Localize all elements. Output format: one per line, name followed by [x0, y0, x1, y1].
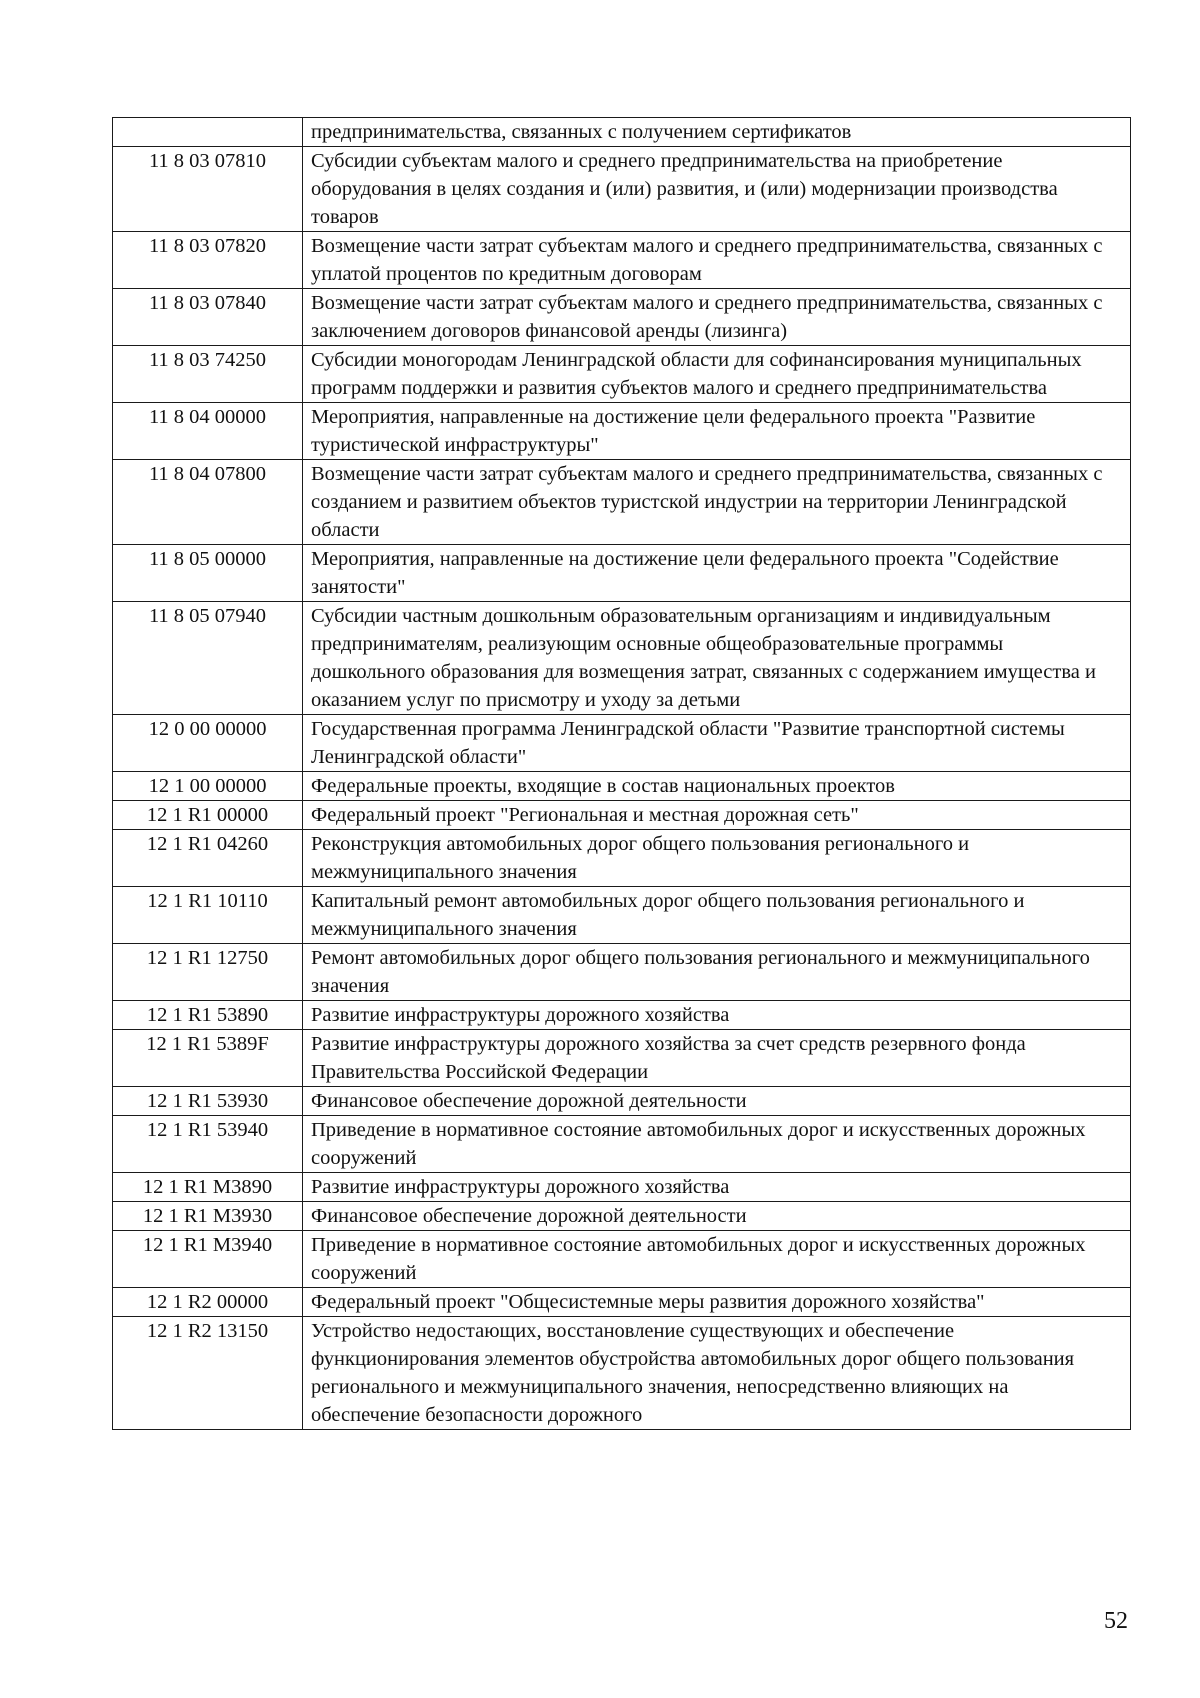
table-row [113, 118, 1131, 147]
table-row [113, 715, 1131, 772]
row-description: Развитие инфраструктуры дорожного хозяйства за счет средств резервного фонда Правительства Российской Федерации [303, 1030, 1131, 1087]
row-description: Возмещение части затрат субъектам малого и среднего предпринимательства, связанных с заключением договоров финансовой аренды (лизинга) [303, 289, 1131, 346]
table-row [113, 289, 1131, 346]
table-row [113, 1116, 1131, 1173]
table-row [113, 1288, 1131, 1317]
row-code: 11 8 03 07840 [113, 289, 303, 346]
row-description: Развитие инфраструктуры дорожного хозяйства [303, 1001, 1131, 1030]
row-code: 12 1 R1 04260 [113, 830, 303, 887]
row-description: Финансовое обеспечение дорожной деятельности [303, 1087, 1131, 1116]
row-description: предпринимательства, связанных с получением сертификатов [303, 118, 1131, 147]
table-row [113, 1087, 1131, 1116]
row-code: 12 1 R2 13150 [113, 1317, 303, 1430]
row-code: 12 1 R1 53890 [113, 1001, 303, 1030]
table-row [113, 1001, 1131, 1030]
row-code: 12 1 R1 5389F [113, 1030, 303, 1087]
table-row [113, 346, 1131, 403]
table-row [113, 1030, 1131, 1087]
row-code: 12 1 R1 53930 [113, 1087, 303, 1116]
row-description: Федеральный проект "Региональная и местная дорожная сеть" [303, 801, 1131, 830]
row-code: 11 8 03 07820 [113, 232, 303, 289]
row-code: 12 1 R1 53940 [113, 1116, 303, 1173]
row-description: Мероприятия, направленные на достижение цели федерального проекта "Содействие занятости" [303, 545, 1131, 602]
row-code: 11 8 03 07810 [113, 147, 303, 232]
table-row [113, 1317, 1131, 1430]
row-code: 12 0 00 00000 [113, 715, 303, 772]
row-description: Устройство недостающих, восстановление существующих и обеспечение функционирования элементов обустройства автомобильных дорог общего пользования регионального и межмуниципального значения, непосредственно влияющих на обеспечение безопасности дорожного [303, 1317, 1131, 1430]
row-code: 12 1 R1 M3890 [113, 1173, 303, 1202]
row-description: Возмещение части затрат субъектам малого и среднего предпринимательства, связанных с уплатой процентов по кредитным договорам [303, 232, 1131, 289]
table-row [113, 944, 1131, 1001]
row-description: Возмещение части затрат субъектам малого и среднего предпринимательства, связанных с созданием и развитием объектов туристской индустрии на территории Ленинградской области [303, 460, 1131, 545]
table-row [113, 830, 1131, 887]
row-description: Федеральный проект "Общесистемные меры развития дорожного хозяйства" [303, 1288, 1131, 1317]
row-code [113, 118, 303, 147]
row-code: 12 1 R1 10110 [113, 887, 303, 944]
row-code: 11 8 05 07940 [113, 602, 303, 715]
row-code: 11 8 04 00000 [113, 403, 303, 460]
table-row [113, 232, 1131, 289]
table-row [113, 147, 1131, 232]
row-description: Субсидии субъектам малого и среднего предпринимательства на приобретение оборудования в целях создания и (или) развития, и (или) модернизации производства товаров [303, 147, 1131, 232]
row-description: Субсидии частным дошкольным образовательным организациям и индивидуальным предпринимателям, реализующим основные общеобразовательные программы дошкольного образования для возмещения затрат, связанных с содержанием имущества и оказанием услуг по присмотру и уходу за детьми [303, 602, 1131, 715]
row-code: 11 8 04 07800 [113, 460, 303, 545]
row-description: Приведение в нормативное состояние автомобильных дорог и искусственных дорожных сооружений [303, 1116, 1131, 1173]
table-row [113, 602, 1131, 715]
table-row [113, 460, 1131, 545]
row-code: 12 1 R1 12750 [113, 944, 303, 1001]
row-description: Субсидии моногородам Ленинградской области для софинансирования муниципальных программ поддержки и развития субъектов малого и среднего предпринимательства [303, 346, 1131, 403]
budget-classification-table [112, 117, 1131, 1430]
row-code: 12 1 00 00000 [113, 772, 303, 801]
table-body [113, 118, 1131, 1430]
table-row [113, 801, 1131, 830]
row-code: 12 1 R2 00000 [113, 1288, 303, 1317]
row-code: 12 1 R1 M3940 [113, 1231, 303, 1288]
table-row [113, 887, 1131, 944]
row-description: Мероприятия, направленные на достижение цели федерального проекта "Развитие туристической инфраструктуры" [303, 403, 1131, 460]
table-row [113, 403, 1131, 460]
row-description: Финансовое обеспечение дорожной деятельности [303, 1202, 1131, 1231]
row-description: Ремонт автомобильных дорог общего пользования регионального и межмуниципального значения [303, 944, 1131, 1001]
table-row [113, 545, 1131, 602]
table-row [113, 1202, 1131, 1231]
page-number: 52 [1104, 1608, 1128, 1634]
row-description: Капитальный ремонт автомобильных дорог общего пользования регионального и межмуниципального значения [303, 887, 1131, 944]
table-row [113, 1173, 1131, 1202]
row-code: 12 1 R1 00000 [113, 801, 303, 830]
table-row [113, 772, 1131, 801]
row-code: 11 8 05 00000 [113, 545, 303, 602]
row-description: Федеральные проекты, входящие в состав национальных проектов [303, 772, 1131, 801]
row-description: Развитие инфраструктуры дорожного хозяйства [303, 1173, 1131, 1202]
row-code: 12 1 R1 M3930 [113, 1202, 303, 1231]
table-row [113, 1231, 1131, 1288]
row-description: Государственная программа Ленинградской области "Развитие транспортной системы Ленинградской области" [303, 715, 1131, 772]
row-description: Приведение в нормативное состояние автомобильных дорог и искусственных дорожных сооружений [303, 1231, 1131, 1288]
row-code: 11 8 03 74250 [113, 346, 303, 403]
row-description: Реконструкция автомобильных дорог общего пользования регионального и межмуниципального значения [303, 830, 1131, 887]
